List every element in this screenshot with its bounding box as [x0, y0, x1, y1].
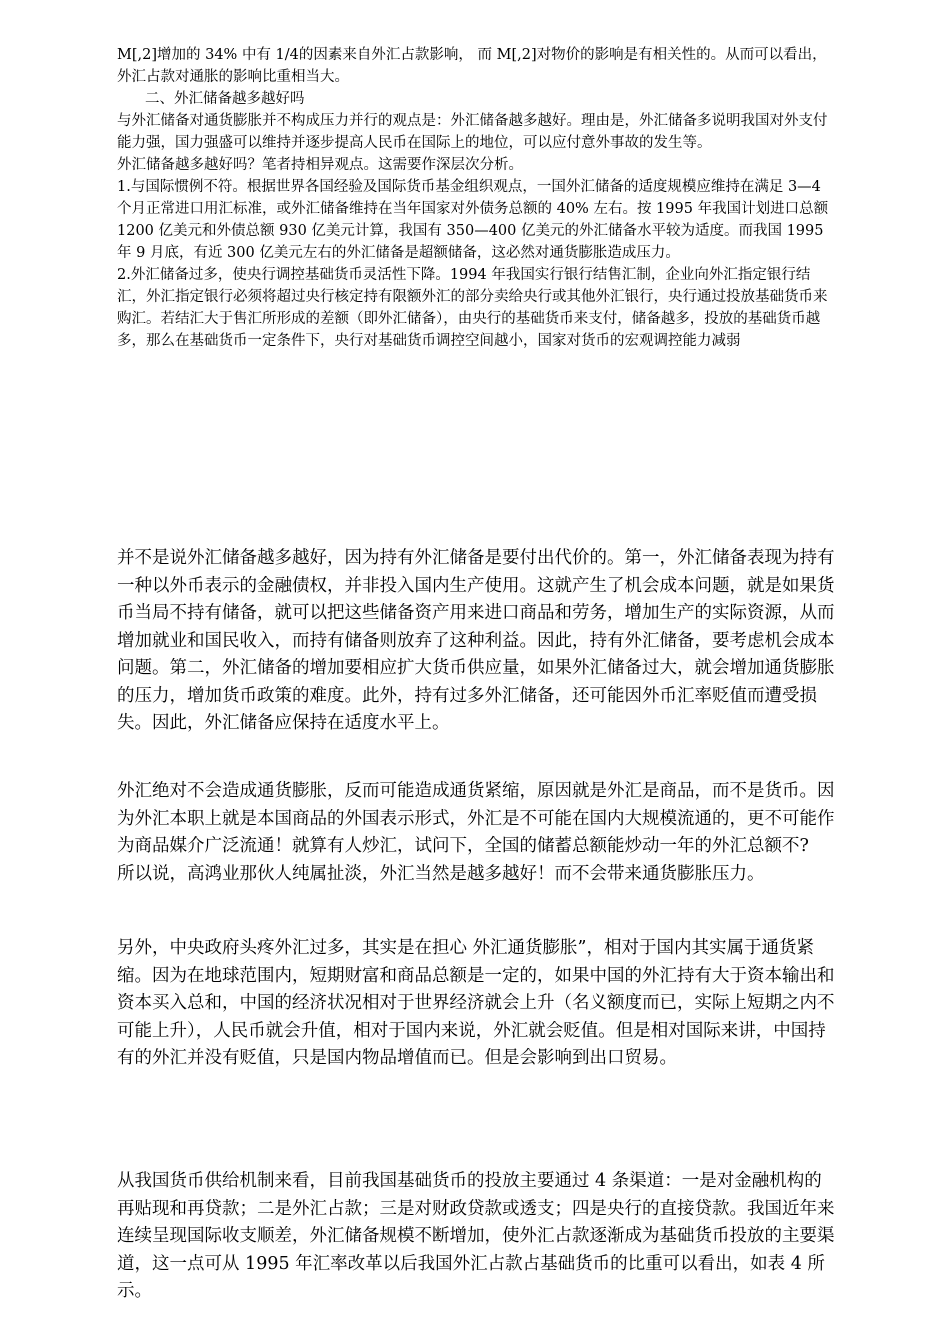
paragraph: 外汇储备越多越好吗？笔者持相异观点。这需要作深层次分析。	[117, 157, 523, 173]
section-opportunity-cost	[117, 545, 837, 738]
paragraph: 所以说，高鸿业那伙人纯属扯淡，外汇当然是越多越好！而不会带来通货膨胀压力。	[117, 863, 765, 884]
section-foreign-reserves	[117, 44, 837, 352]
section-heading: 二、外汇储备越多越好吗	[145, 91, 305, 107]
paragraph-intro: M[,2]增加的 34% 中有 1/4的因素来自外汇占款影响， 而 M[,2]对物价的影响是有相关性的。从而可以看出，外汇占款对通胀的影响比重相当大。	[117, 47, 827, 85]
paragraph-point-2: 2.外汇储备过多，使央行调控基础货币灵活性下降。1994 年我国实行银行结售汇制，企业向外汇指定银行结汇，外汇指定银行必须将超过央行核定持有限额外汇的部分卖给央行或其他外汇银行，央行通过投放基础货币来购汇。若结汇大于售汇所形成的差额（即外汇储备），由央行的基础货币来支付，储备越多，投放的基础货币越多，那么在基础货币一定条件下，央行对基础货币调控空间越小，国家对货币的宏观调控能力减弱	[117, 267, 828, 349]
paragraph: 另外，中央政府头疼外汇过多，其实是在担心 外汇通货膨胀”，相对于国内其实属于通货紧缩。因为在地球范围内，短期财富和商品总额是一定的，如果中国的外汇持有大于资本输出和资本买入总和，中国的经济状况相对于世界经济就会上升（名义额度而已，实际上短期之内不可能上升），人民币就会升值，相对于国内来说，外汇就会贬值。但是相对国际来讲，中国持有的外汇并没有贬值，只是国内物品增值而已。但是会影响到出口贸易。	[117, 938, 835, 1068]
paragraph: 并不是说外汇储备越多越好，因为持有外汇储备是要付出代价的。第一，外汇储备表现为持有一种以外币表示的金融债权，并非投入国内生产使用。这就产生了机会成本问题，就是如果货币当局不持有储备，就可以把这些储备资产用来进口商品和劳务，增加生产的实际资源，从而增加就业和国民收入，而持有储备则放弃了这种利益。因此，持有外汇储备，要考虑机会成本问题。第二，外汇储备的增加要相应扩大货币供应量，如果外汇储备过大，就会增加通货膨胀的压力，增加货币政策的难度。此外，持有过多外汇储备，还可能因外币汇率贬值而遭受损失。因此，外汇储备应保持在适度水平上。	[117, 548, 835, 733]
section-money-supply	[117, 1168, 837, 1306]
paragraph: 从我国货币供给机制来看，目前我国基础货币的投放主要通过 4 条渠道：一是对金融机构的再贴现和再贷款；二是外汇占款；三是对财政贷款或透支；四是央行的直接贷款。我国近年来连续呈现国际收支顺差，外汇储备规模不断增加，使外汇占款逐渐成为基础货币投放的主要渠道，这一点可从 1995 年汇率改革以后我国外汇占款占基础货币的比重可以看出，如表 4 所示。	[117, 1171, 835, 1301]
section-central-government	[117, 935, 837, 1073]
paragraph-point-1: 1.与国际惯例不符。根据世界各国经验及国际货币基金组织观点，一国外汇储备的适度规模应维持在满足 3—4 个月正常进口用汇标准，或外汇储备维持在当年国家对外债务总额的 40% 左右。按 1995 年我国计划进口总额 1200 亿美元和外债总额 930 亿美元计算，我国有 350—400 亿美元的外汇储备水平较为适度。而我国 1995 年 9 月底，有近 300 亿美元左右的外汇储备是超额储备，这必然对通货膨胀造成压力。	[117, 179, 829, 261]
paragraph: 外汇绝对不会造成通货膨胀，反而可能造成通货紧缩，原因就是外汇是商品，而不是货币。因为外汇本职上就是本国商品的外国表示形式，外汇是不可能在国内大规模流通的，更不可能作为商品媒介广泛流通！就算有人炒汇，试问下，全国的储蓄总额能炒动一年的外汇总额不?	[117, 781, 835, 856]
paragraph: 与外汇储备对通货膨胀并不构成压力并行的观点是：外汇储备越多越好。理由是，外汇储备多说明我国对外支付能力强，国力强盛可以维持并逐步提高人民币在国际上的地位，可以应付意外事故的发生等。	[117, 113, 828, 151]
section-deflation-view	[117, 778, 837, 888]
